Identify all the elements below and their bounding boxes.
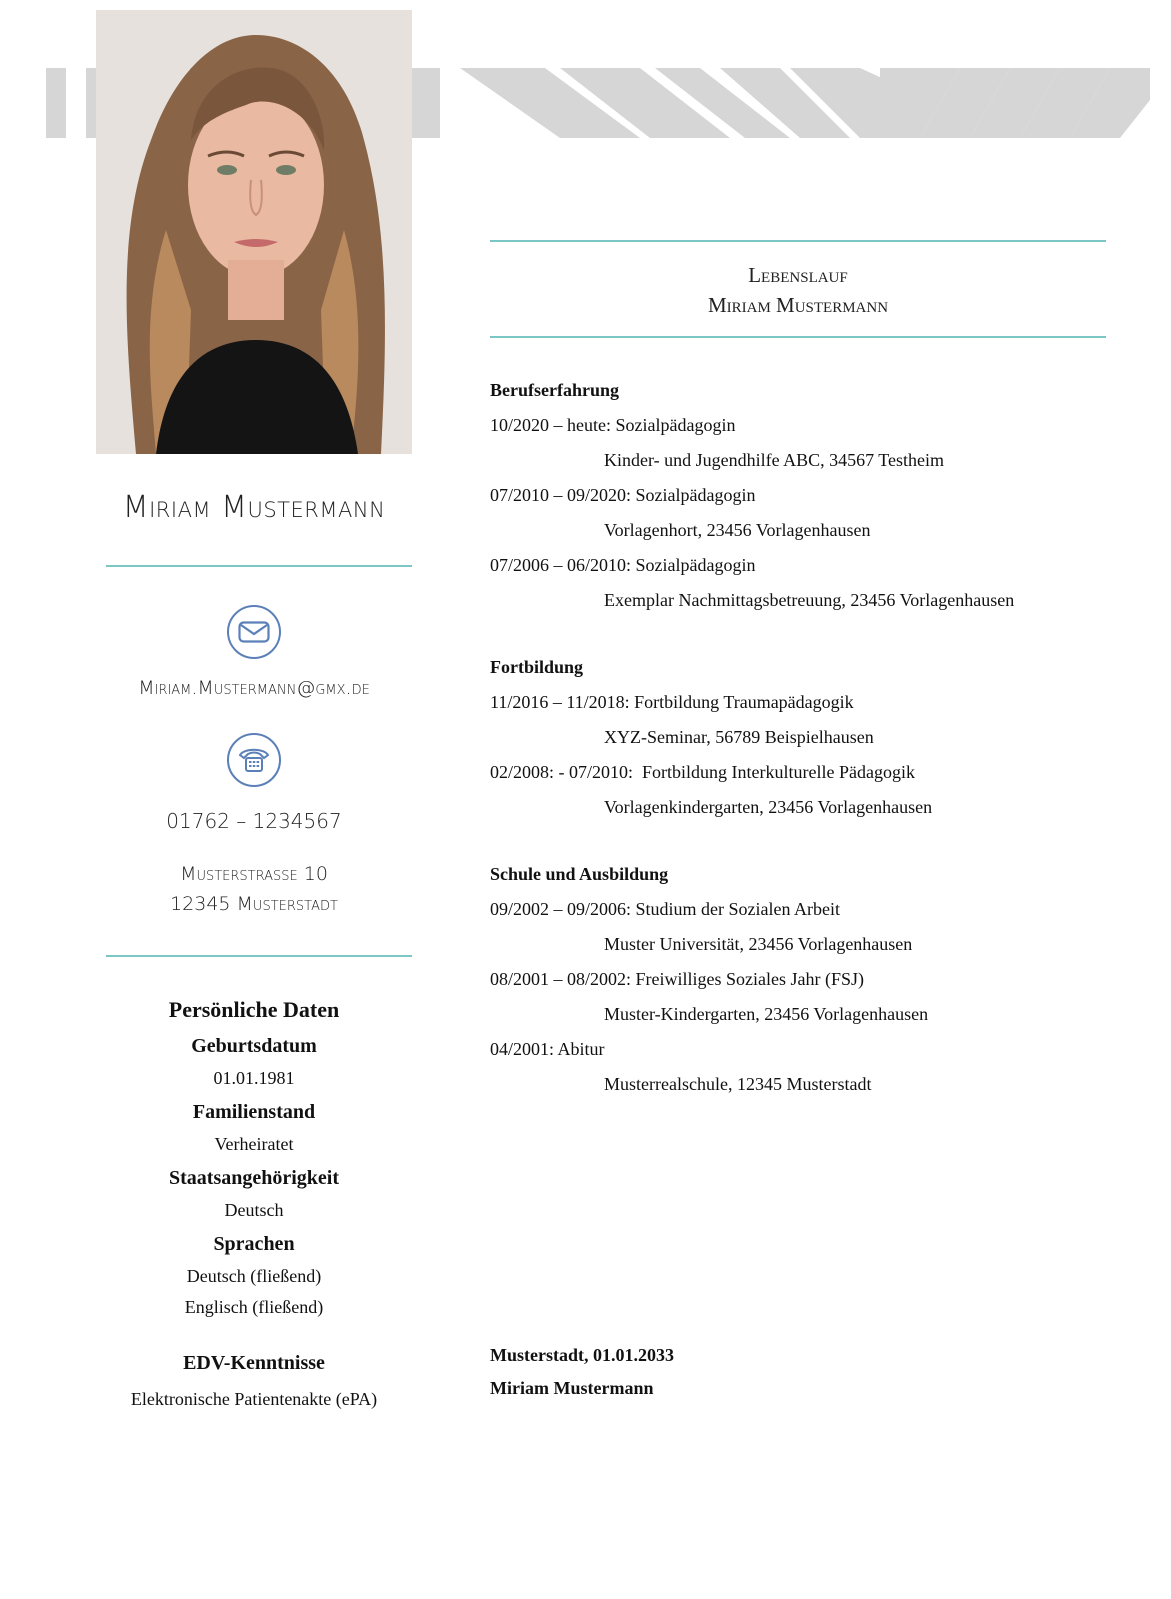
sidebar-divider (106, 955, 412, 957)
signature-name: Miriam Mustermann (490, 1378, 654, 1398)
personal-item-birthdate (96, 1035, 412, 1089)
personal-label: Familienstand (192, 1101, 316, 1123)
entry-line: 07/2010 – 09/2020: Sozialpädagogin (490, 485, 756, 505)
personal-value: 01.01.1981 (213, 1068, 295, 1088)
sidebar-divider (106, 565, 412, 567)
profile-photo (96, 10, 412, 454)
address-city: 12345 Musterstadt (170, 893, 338, 915)
phone-number[interactable]: 01762 – 1234567 (166, 809, 342, 833)
telephone-icon (227, 733, 281, 787)
main-content (490, 240, 1106, 1399)
personal-value: Englisch (fließend) (184, 1297, 324, 1317)
heading-title: Lebenslauf (748, 263, 848, 287)
personal-value: Verheiratet (214, 1134, 294, 1154)
envelope-icon (227, 605, 281, 659)
personal-item-languages (96, 1233, 412, 1318)
entry-line: 09/2002 – 09/2006: Studium der Sozialen Arbeit (490, 899, 840, 919)
heading-name: Miriam Mustermann (707, 293, 889, 317)
personal-value: Deutsch (224, 1200, 284, 1220)
signature-block (490, 1345, 1106, 1399)
personal-value: Deutsch (fließend) (186, 1266, 322, 1286)
entry-sub: Muster Universität, 23456 Vorlagenhausen (604, 934, 913, 954)
entry-line: 02/2008: - 07/2010: Fortbildung Interkulturelle Pädagogik (490, 762, 915, 782)
entry-line: 10/2020 – heute: Sozialpädagogin (490, 415, 736, 435)
entry-line: 07/2006 – 06/2010: Sozialpädagogin (490, 555, 756, 575)
email-address[interactable]: Miriam.Mustermann@gmx.de (138, 677, 370, 699)
sidebar-name: Miriam Mustermann (122, 490, 386, 525)
address-street: Musterstrasse 10 (180, 863, 328, 885)
edv-title: EDV-Kenntnisse (183, 1352, 325, 1374)
entry-line: 04/2001: Abitur (490, 1039, 605, 1059)
section-schule-ausbildung (490, 864, 1106, 1095)
entry-sub: Musterrealschule, 12345 Musterstadt (604, 1074, 872, 1094)
personal-label: Geburtsdatum (191, 1035, 317, 1057)
personal-item-marital-status (96, 1101, 412, 1155)
section-berufserfahrung (490, 380, 1106, 611)
entry-line: 08/2001 – 08/2002: Freiwilliges Soziales Jahr (FSJ) (490, 969, 864, 989)
entry-sub: Kinder- und Jugendhilfe ABC, 34567 Testheim (604, 450, 945, 470)
section-title: Schule und Ausbildung (490, 864, 669, 884)
personal-item-nationality (96, 1167, 412, 1221)
postal-address (96, 859, 412, 919)
document-heading (490, 242, 1106, 336)
personal-label: Staatsangehörigkeit (169, 1167, 339, 1189)
entry-sub: Vorlagenhort, 23456 Vorlagenhausen (604, 520, 871, 540)
heading-rule-bottom (490, 336, 1106, 338)
entry-sub: XYZ-Seminar, 56789 Beispielhausen (604, 727, 874, 747)
section-title: Berufserfahrung (490, 380, 619, 400)
entry-sub: Vorlagenkindergarten, 23456 Vorlagenhausen (604, 797, 933, 817)
entry-line: 11/2016 – 11/2018: Fortbildung Traumapädagogik (490, 692, 854, 712)
personal-data-title: Persönliche Daten (168, 997, 340, 1022)
edv-value: Elektronische Patientenakte (ePA) (130, 1389, 378, 1409)
sidebar (96, 454, 412, 1410)
entry-sub: Muster-Kindergarten, 23456 Vorlagenhausen (604, 1004, 929, 1024)
section-title: Fortbildung (490, 657, 584, 677)
section-fortbildung (490, 657, 1106, 818)
personal-label: Sprachen (213, 1233, 295, 1255)
signature-place-date: Musterstadt, 01.01.2033 (490, 1345, 674, 1365)
entry-sub: Exemplar Nachmittagsbetreuung, 23456 Vorlagenhausen (604, 590, 1015, 610)
